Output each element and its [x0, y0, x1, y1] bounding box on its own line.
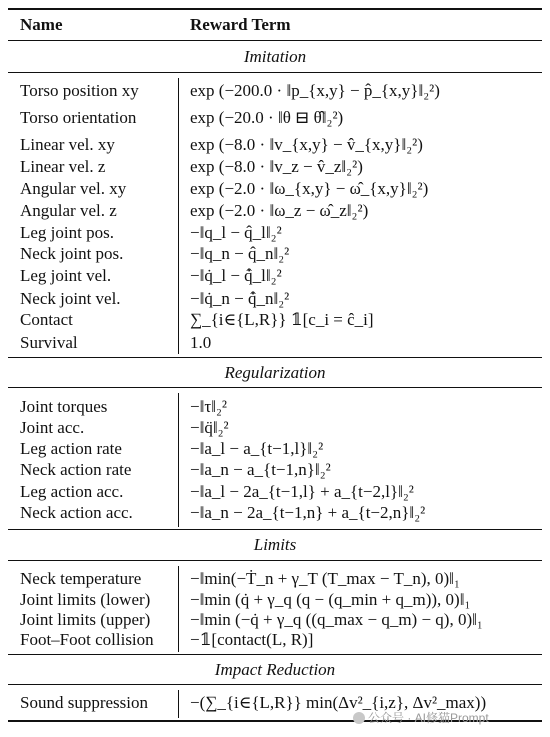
header-rule	[8, 40, 542, 41]
row-term: −‖q̇_l − q̂̇_l‖₂²	[190, 266, 282, 285]
row-term: −‖min (−q̇ + γ_q ((q_max − q_m) − q), 0)‖₁	[190, 610, 483, 629]
row-name: Leg action acc.	[20, 482, 124, 501]
row-term: −‖q_l − q̂_l‖₂²	[190, 223, 282, 242]
row-name: Angular vel. z	[20, 201, 117, 220]
row-name: Leg joint pos.	[20, 223, 114, 242]
row-name: Joint limits (upper)	[20, 610, 151, 629]
section-rule-top-regularization	[8, 357, 542, 358]
row-term: −‖a_l − 2a_{t−1,l} + a_{t−2,l}‖₂²	[190, 482, 414, 501]
row-term: 1.0	[190, 333, 212, 352]
row-name: Neck joint vel.	[20, 289, 121, 308]
column-separator	[178, 690, 179, 718]
row-name: Angular vel. xy	[20, 179, 127, 198]
section-title-imitation: Imitation	[243, 47, 307, 66]
row-term: −‖a_n − a_{t−1,n}‖₂²	[190, 460, 331, 479]
watermark-text: 公众号 · AI修猫Prompt	[368, 711, 489, 725]
section-rule-impact-reduction	[8, 684, 542, 685]
row-term: −‖a_l − a_{t−1,l}‖₂²	[190, 439, 324, 458]
row-term: −‖min (q̇ + γ_q (q − (q_min + q_m)), 0)‖₁	[190, 590, 471, 609]
row-name: Survival	[20, 333, 78, 352]
row-term: −‖min(−Ṫ_n + γ_T (T_max − T_n), 0)‖₁	[190, 569, 460, 588]
row-term: −‖a_n − 2a_{t−1,n} + a_{t−2,n}‖₂²	[190, 503, 426, 522]
row-term: exp (−20.0 · ‖θ ⊟ θ̂‖₂²)	[190, 108, 344, 127]
row-name: Linear vel. z	[20, 157, 106, 176]
row-term: exp (−8.0 · ‖v_{x,y} − v̂_{x,y}‖₂²)	[190, 135, 423, 154]
row-term: exp (−2.0 · ‖ω_z − ω̂_z‖₂²)	[190, 201, 369, 220]
row-term: −‖q̈‖₂²	[190, 418, 229, 437]
row-name: Neck action acc.	[20, 503, 133, 522]
watermark	[353, 709, 489, 726]
row-term: −‖q̇_n − q̂̇_n‖₂²	[190, 289, 290, 308]
column-separator	[178, 78, 179, 354]
top-rule	[8, 8, 542, 10]
wechat-icon	[353, 712, 365, 724]
section-rule-top-impact	[8, 654, 542, 655]
row-term: exp (−200.0 · ‖p_{x,y} − p̂_{x,y}‖₂²)	[190, 81, 440, 100]
row-name: Leg joint vel.	[20, 266, 112, 285]
row-term: ∑_{i∈{L,R}} 𝟙[c_i = ĉ_i]	[190, 310, 374, 329]
row-name: Sound suppression	[20, 693, 148, 712]
section-rule-regularization	[8, 387, 542, 388]
row-name: Leg action rate	[20, 439, 122, 458]
section-rule-limits	[8, 560, 542, 561]
row-term: −(∑_{i∈{L,R}} min(Δv²_{i,z}, Δv²_max))	[190, 693, 487, 712]
row-name: Neck joint pos.	[20, 244, 124, 263]
row-term: −𝟙[contact(L, R)]	[190, 630, 314, 649]
column-separator	[178, 393, 179, 527]
section-title-impact-reduction: Impact Reduction	[214, 660, 336, 679]
section-rule-imitation	[8, 72, 542, 73]
row-name: Neck temperature	[20, 569, 142, 588]
header-reward-term: Reward Term	[190, 15, 291, 34]
row-name: Contact	[20, 310, 73, 329]
row-name: Neck action rate	[20, 460, 132, 479]
row-name: Torso orientation	[20, 108, 137, 127]
row-name: Joint limits (lower)	[20, 590, 151, 609]
section-title-limits: Limits	[253, 535, 297, 554]
row-name: Linear vel. xy	[20, 135, 115, 154]
row-term: exp (−8.0 · ‖v_z − v̂_z‖₂²)	[190, 157, 363, 176]
row-term: −‖τ‖₂²	[190, 397, 227, 416]
row-name: Joint torques	[20, 397, 108, 416]
row-term: exp (−2.0 · ‖ω_{x,y} − ω̂_{x,y}‖₂²)	[190, 179, 429, 198]
row-name: Torso position xy	[20, 81, 139, 100]
row-name: Joint acc.	[20, 418, 85, 437]
header-name: Name	[20, 15, 63, 34]
row-term: −‖q_n − q̂_n‖₂²	[190, 244, 290, 263]
section-rule-top-limits	[8, 529, 542, 530]
section-title-regularization: Regularization	[224, 363, 326, 382]
column-separator	[178, 566, 179, 652]
row-name: Foot–Foot collision	[20, 630, 154, 649]
